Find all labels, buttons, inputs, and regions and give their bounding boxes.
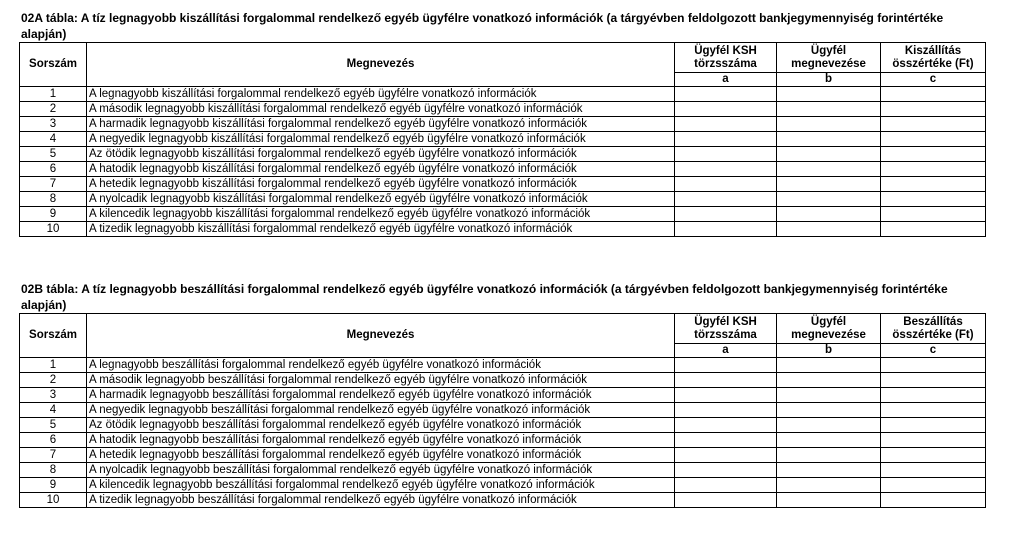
ksh-cell[interactable] [675, 132, 777, 147]
header-col-b: b [777, 73, 881, 87]
ksh-cell[interactable] [675, 358, 777, 373]
table-title: 02B tábla: A tíz legnagyobb beszállítási forgalommal rendelkező egyéb ügyfélre vonatkozó információk (a tárgyévben feldolgozott bankjegymennyiség forintértéke alapján) [21, 282, 948, 312]
row-number: 1 [20, 87, 87, 102]
ksh-cell[interactable] [675, 478, 777, 493]
value-cell[interactable] [881, 207, 986, 222]
value-cell[interactable] [881, 403, 986, 418]
client-name-cell[interactable] [777, 448, 881, 463]
value-cell[interactable] [881, 132, 986, 147]
row-label: A tizedik legnagyobb beszállítási forgalommal rendelkező egyéb ügyfélre vonatkozó információk [87, 493, 675, 508]
row-label: A legnagyobb kiszállítási forgalommal rendelkező egyéb ügyfélre vonatkozó információk [87, 87, 675, 102]
ksh-cell[interactable] [675, 433, 777, 448]
row-label: A hetedik legnagyobb kiszállítási forgalommal rendelkező egyéb ügyfélre vonatkozó információk [87, 177, 675, 192]
row-label: A hetedik legnagyobb beszállítási forgalommal rendelkező egyéb ügyfélre vonatkozó információk [87, 448, 675, 463]
client-name-cell[interactable] [777, 147, 881, 162]
row-number: 2 [20, 102, 87, 117]
table-row [20, 147, 986, 162]
header-ertek: Beszállítás összértéke (Ft) [881, 314, 986, 344]
table-row [20, 162, 986, 177]
ksh-cell[interactable] [675, 177, 777, 192]
client-name-cell[interactable] [777, 222, 881, 237]
row-number: 9 [20, 207, 87, 222]
table-row [20, 433, 986, 448]
client-name-cell[interactable] [777, 463, 881, 478]
row-number: 7 [20, 448, 87, 463]
row-number: 5 [20, 147, 87, 162]
row-number: 4 [20, 403, 87, 418]
row-label: A második legnagyobb beszállítási forgalommal rendelkező egyéb ügyfélre vonatkozó információk [87, 373, 675, 388]
header-col-c: c [881, 344, 986, 358]
client-name-cell[interactable] [777, 177, 881, 192]
row-number: 2 [20, 373, 87, 388]
value-cell[interactable] [881, 117, 986, 132]
data-table [19, 42, 986, 237]
ksh-cell[interactable] [675, 403, 777, 418]
header-ksh: Ügyfél KSH törzsszáma [675, 314, 777, 344]
client-name-cell[interactable] [777, 117, 881, 132]
header-nev: Ügyfél megnevezése [777, 314, 881, 344]
client-name-cell[interactable] [777, 493, 881, 508]
row-number: 9 [20, 478, 87, 493]
table-row [20, 478, 986, 493]
header-sorszam: Sorszám [20, 314, 87, 358]
row-label: A negyedik legnagyobb kiszállítási forgalommal rendelkező egyéb ügyfélre vonatkozó információk [87, 132, 675, 147]
row-number: 3 [20, 117, 87, 132]
table-row [20, 493, 986, 508]
row-label: A legnagyobb beszállítási forgalommal rendelkező egyéb ügyfélre vonatkozó információk [87, 358, 675, 373]
value-cell[interactable] [881, 478, 986, 493]
client-name-cell[interactable] [777, 87, 881, 102]
client-name-cell[interactable] [777, 433, 881, 448]
table-title: 02A tábla: A tíz legnagyobb kiszállítási forgalommal rendelkező egyéb ügyfélre vonatkozó információk (a tárgyévben feldolgozott bankjegymennyiség forintértéke alapján) [21, 11, 944, 41]
client-name-cell[interactable] [777, 388, 881, 403]
table-row [20, 448, 986, 463]
ksh-cell[interactable] [675, 147, 777, 162]
value-cell[interactable] [881, 222, 986, 237]
value-cell[interactable] [881, 373, 986, 388]
value-cell[interactable] [881, 102, 986, 117]
header-ksh: Ügyfél KSH törzsszáma [675, 43, 777, 73]
client-name-cell[interactable] [777, 373, 881, 388]
table-row [20, 358, 986, 373]
ksh-cell[interactable] [675, 192, 777, 207]
table-row [20, 207, 986, 222]
value-cell[interactable] [881, 463, 986, 478]
ksh-cell[interactable] [675, 493, 777, 508]
row-label: A nyolcadik legnagyobb beszállítási forgalommal rendelkező egyéb ügyfélre vonatkozó információk [87, 463, 675, 478]
client-name-cell[interactable] [777, 478, 881, 493]
client-name-cell[interactable] [777, 132, 881, 147]
row-number: 6 [20, 162, 87, 177]
row-label: A kilencedik legnagyobb beszállítási forgalommal rendelkező egyéb ügyfélre vonatkozó információk [87, 478, 675, 493]
ksh-cell[interactable] [675, 102, 777, 117]
value-cell[interactable] [881, 448, 986, 463]
data-table [19, 313, 986, 508]
header-nev: Ügyfél megnevezése [777, 43, 881, 73]
ksh-cell[interactable] [675, 87, 777, 102]
ksh-cell[interactable] [675, 222, 777, 237]
header-sorszam: Sorszám [20, 43, 87, 87]
section-02a [19, 10, 985, 237]
row-number: 7 [20, 177, 87, 192]
value-cell[interactable] [881, 433, 986, 448]
ksh-cell[interactable] [675, 117, 777, 132]
row-number: 8 [20, 463, 87, 478]
value-cell[interactable] [881, 162, 986, 177]
section-02b [19, 281, 985, 508]
row-label: A harmadik legnagyobb beszállítási forgalommal rendelkező egyéb ügyfélre vonatkozó információk [87, 388, 675, 403]
value-cell[interactable] [881, 418, 986, 433]
row-number: 10 [20, 222, 87, 237]
table-row [20, 373, 986, 388]
ksh-cell[interactable] [675, 463, 777, 478]
value-cell[interactable] [881, 87, 986, 102]
header-col-c: c [881, 73, 986, 87]
row-label: A nyolcadik legnagyobb kiszállítási forgalommal rendelkező egyéb ügyfélre vonatkozó információk [87, 192, 675, 207]
row-number: 5 [20, 418, 87, 433]
table-row [20, 102, 986, 117]
value-cell[interactable] [881, 177, 986, 192]
row-number: 10 [20, 493, 87, 508]
row-label: A második legnagyobb kiszállítási forgalommal rendelkező egyéb ügyfélre vonatkozó információk [87, 102, 675, 117]
header-col-a: a [675, 73, 777, 87]
row-number: 3 [20, 388, 87, 403]
client-name-cell[interactable] [777, 358, 881, 373]
header-megnevezes: Megnevezés [87, 314, 675, 358]
row-number: 1 [20, 358, 87, 373]
row-label: A negyedik legnagyobb beszállítási forgalommal rendelkező egyéb ügyfélre vonatkozó információk [87, 403, 675, 418]
ksh-cell[interactable] [675, 388, 777, 403]
header-col-b: b [777, 344, 881, 358]
value-cell[interactable] [881, 493, 986, 508]
client-name-cell[interactable] [777, 102, 881, 117]
value-cell[interactable] [881, 388, 986, 403]
table-row [20, 132, 986, 147]
table-row [20, 388, 986, 403]
header-col-a: a [675, 344, 777, 358]
row-label: A hatodik legnagyobb beszállítási forgalommal rendelkező egyéb ügyfélre vonatkozó információk [87, 433, 675, 448]
table-row [20, 87, 986, 102]
client-name-cell[interactable] [777, 192, 881, 207]
row-label: A harmadik legnagyobb kiszállítási forgalommal rendelkező egyéb ügyfélre vonatkozó információk [87, 117, 675, 132]
table-row [20, 222, 986, 237]
client-name-cell[interactable] [777, 418, 881, 433]
row-label: A hatodik legnagyobb kiszállítási forgalommal rendelkező egyéb ügyfélre vonatkozó információk [87, 162, 675, 177]
ksh-cell[interactable] [675, 162, 777, 177]
table-row [20, 418, 986, 433]
value-cell[interactable] [881, 147, 986, 162]
ksh-cell[interactable] [675, 207, 777, 222]
row-number: 8 [20, 192, 87, 207]
value-cell[interactable] [881, 358, 986, 373]
table-row [20, 463, 986, 478]
value-cell[interactable] [881, 192, 986, 207]
header-megnevezes: Megnevezés [87, 43, 675, 87]
row-label: A tizedik legnagyobb kiszállítási forgalommal rendelkező egyéb ügyfélre vonatkozó információk [87, 222, 675, 237]
row-label: Az ötödik legnagyobb beszállítási forgalommal rendelkező egyéb ügyfélre vonatkozó információk [87, 418, 675, 433]
row-number: 6 [20, 433, 87, 448]
ksh-cell[interactable] [675, 448, 777, 463]
ksh-cell[interactable] [675, 373, 777, 388]
row-label: Az ötödik legnagyobb kiszállítási forgalommal rendelkező egyéb ügyfélre vonatkozó információk [87, 147, 675, 162]
header-ertek: Kiszállítás összértéke (Ft) [881, 43, 986, 73]
client-name-cell[interactable] [777, 403, 881, 418]
table-row [20, 192, 986, 207]
client-name-cell[interactable] [777, 162, 881, 177]
table-row [20, 177, 986, 192]
table-row [20, 117, 986, 132]
client-name-cell[interactable] [777, 207, 881, 222]
row-label: A kilencedik legnagyobb kiszállítási forgalommal rendelkező egyéb ügyfélre vonatkozó információk [87, 207, 675, 222]
row-number: 4 [20, 132, 87, 147]
ksh-cell[interactable] [675, 418, 777, 433]
table-row [20, 403, 986, 418]
